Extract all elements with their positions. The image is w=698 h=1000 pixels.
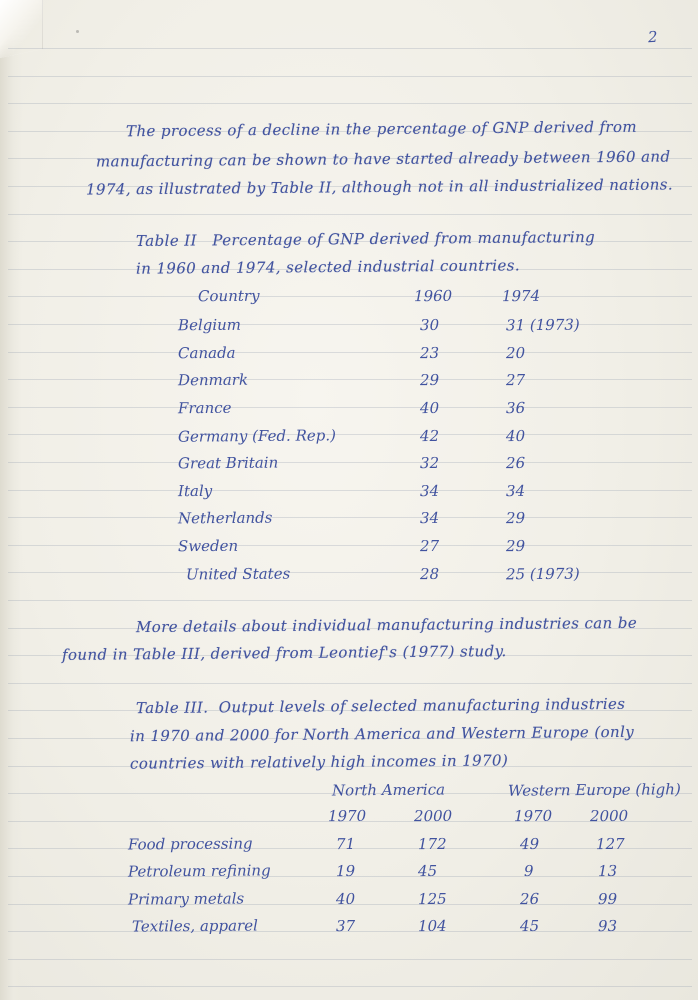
table-3-row-na-1970: 71	[335, 834, 356, 854]
table-2-row-1960: 23	[419, 343, 440, 363]
table-2-row-country: Italy	[177, 481, 213, 501]
paragraph-2-line-2: found in Table III, derived from Leontief's (1977) study.	[61, 642, 507, 664]
table-2-row-1974: 25 (1973)	[505, 564, 580, 584]
table-3-caption-line-1: Table III. Output levels of selected manufacturing industries	[135, 694, 626, 718]
table-3-caption-line-3: countries with relatively high incomes in 1970)	[129, 751, 509, 773]
paragraph-1-line-1: The process of a decline in the percentage of GNP derived from	[125, 117, 638, 141]
table-3-year-header: 1970	[327, 806, 367, 826]
table-2-row-1974: 36	[505, 398, 526, 418]
table-3-group-header-north-america: North America	[331, 780, 446, 800]
table-3-group-header-western-europe: Western Europe (high)	[507, 780, 681, 800]
table-3-row-industry: Food processing	[127, 834, 253, 854]
table-2-header-country: Country	[197, 286, 260, 306]
table-2-row-1960: 34	[419, 481, 440, 501]
table-3-row-we-1970: 26	[519, 889, 540, 909]
table-2-row-1974: 20	[505, 343, 526, 363]
table-2-row-1974: 29	[505, 508, 526, 528]
table-2-row-1974: 40	[505, 426, 526, 446]
table-3-row-we-1970: 9	[523, 861, 534, 881]
table-2-row-1974: 27	[505, 370, 526, 390]
table-3-row-we-2000: 127	[595, 834, 625, 854]
table-3-row-we-2000: 93	[597, 916, 618, 936]
table-2-row-1960: 32	[419, 453, 440, 473]
table-2-row-country: Belgium	[177, 315, 242, 335]
table-2-header-1974: 1974	[501, 286, 541, 306]
table-3-row-na-1970: 19	[335, 861, 356, 881]
table-2-row-1974: 31 (1973)	[505, 315, 580, 335]
table-2-row-1974: 26	[505, 453, 526, 473]
table-2-row-country: Denmark	[177, 370, 249, 390]
table-3-row-we-2000: 13	[597, 861, 618, 881]
table-2-row-1960: 42	[419, 426, 440, 446]
table-3-row-na-1970: 40	[335, 889, 356, 909]
table-3-row-industry: Primary metals	[127, 889, 245, 909]
table-3-row-we-2000: 99	[597, 889, 618, 909]
paragraph-1-line-3: 1974, as illustrated by Table II, although not in all industrialized nations.	[85, 175, 674, 199]
table-3-row-na-2000: 172	[417, 834, 447, 854]
table-2-caption-line-2: in 1960 and 1974, selected industrial countries.	[135, 256, 521, 278]
table-2-row-country: Germany (Fed. Rep.)	[177, 426, 337, 446]
table-2-row-1974: 29	[505, 536, 526, 556]
table-3-row-na-2000: 125	[417, 889, 447, 909]
table-2-row-country: France	[177, 398, 232, 418]
table-2-row-1960: 30	[419, 315, 440, 335]
page-number: 2	[647, 27, 659, 47]
table-2-row-1960: 34	[419, 508, 440, 528]
table-2-caption-line-1: Table II Percentage of GNP derived from manufacturing	[135, 227, 596, 251]
table-2-row-country: Sweden	[177, 536, 239, 556]
table-3-year-header: 1970	[513, 806, 553, 826]
table-3-row-industry: Petroleum refining	[127, 861, 271, 881]
table-3-year-header: 2000	[589, 806, 629, 826]
table-2-row-1960: 40	[419, 398, 440, 418]
table-3-row-na-1970: 37	[335, 916, 356, 936]
table-2-row-1974: 34	[505, 481, 526, 501]
table-3-caption-line-2: in 1970 and 2000 for North America and Western Europe (only	[129, 722, 635, 746]
table-3-year-header: 2000	[413, 806, 453, 826]
table-3-row-we-1970: 45	[519, 916, 540, 936]
table-2-row-1960: 28	[419, 564, 440, 584]
table-2-row-1960: 29	[419, 370, 440, 390]
table-2-row-country: Netherlands	[177, 508, 273, 528]
table-2-row-country: United States	[185, 564, 291, 584]
paragraph-1-line-2: manufacturing can be shown to have started already between 1960 and	[95, 147, 671, 171]
table-2-row-country: Great Britain	[177, 453, 279, 473]
table-3-row-industry: Textiles, apparel	[131, 916, 258, 936]
table-2-row-country: Canada	[177, 343, 236, 363]
table-2-header-1960: 1960	[413, 286, 453, 306]
paragraph-2-line-1: More details about individual manufacturing industries can be	[135, 613, 638, 637]
table-3-row-na-2000: 104	[417, 916, 447, 936]
table-3-row-na-2000: 45	[417, 861, 438, 881]
table-3-row-we-1970: 49	[519, 834, 540, 854]
table-2-row-1960: 27	[419, 536, 440, 556]
